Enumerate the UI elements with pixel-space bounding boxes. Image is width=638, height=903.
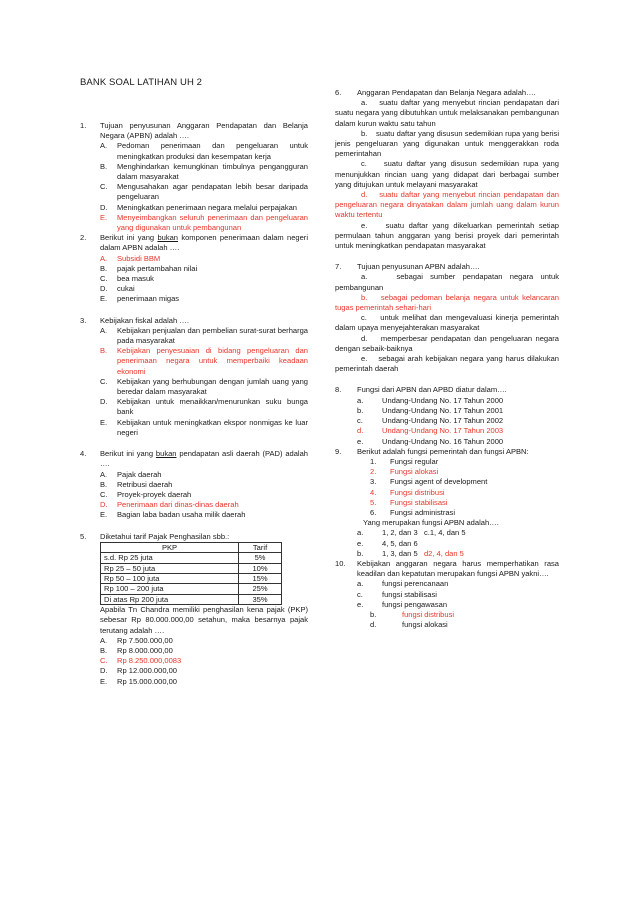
item-text: Fungsi distribusi — [390, 487, 445, 497]
item-number: 3. — [370, 477, 377, 487]
table-cell: 5% — [239, 553, 282, 563]
option — [80, 274, 308, 284]
option-letter: b. — [357, 405, 364, 415]
question-7 — [335, 262, 559, 272]
option-letter: E. — [100, 417, 108, 427]
option-letter: c. — [361, 313, 367, 323]
option-text: Kebijakan untuk meningkatkan ekspor nonmigas ke luar negeri — [117, 417, 308, 437]
option — [80, 470, 308, 480]
question-text-pre: Berikut ini yang — [100, 449, 156, 459]
option-letter: C. — [100, 274, 108, 284]
table-cell: 35% — [239, 594, 282, 604]
list-item — [335, 498, 559, 508]
table-cell: 15% — [239, 573, 282, 583]
table-cell: Di atas Rp 200 juta — [101, 594, 239, 604]
option-text: Proyek-proyek daerah — [117, 489, 192, 499]
option-letter: D. — [100, 500, 108, 510]
option-text: Undang-Undang No. 17 Tahun 2000 — [382, 395, 504, 405]
question-ask: Yang merupakan fungsi APBN adalah…. — [363, 518, 499, 528]
option — [335, 396, 559, 406]
option — [335, 406, 559, 416]
option-text: sebagai arah kebijakan negara yang harus dilakukan pemerintah daerah — [335, 354, 559, 374]
option-letter: c. — [357, 416, 363, 426]
item-number: 1. — [370, 456, 377, 466]
question-3 — [80, 316, 308, 326]
option-text: suatu daftar yang disusun sedemikian rupa yang berisi jenis pengeluaran yang digunakan untuk menggerakkan roda pemerintahan — [335, 128, 559, 159]
option-text: untuk melihat dan mengevaluasi kinerja pemerintah dalam upaya menyejahterakan masyarakat — [335, 313, 560, 333]
option-letter: d. — [361, 333, 368, 343]
table-cell: s.d. Rp 25 juta — [101, 553, 239, 563]
option-letter: e. — [357, 538, 364, 548]
option-text: Rp 8.000.000,00 — [117, 645, 173, 655]
page-title: BANK SOAL LATIHAN UH 2 — [80, 77, 203, 88]
option-letter: e. — [357, 599, 364, 609]
option-letter: b. — [357, 548, 364, 558]
option-letter: e. — [361, 220, 368, 230]
question-number: 9. — [335, 446, 342, 456]
option-text: Undang-Undang No. 17 Tahun 2001 — [382, 405, 504, 415]
option-letter: A. — [100, 469, 108, 479]
option — [80, 264, 308, 274]
question-text — [100, 449, 308, 469]
option — [80, 480, 308, 490]
option-text: penerimaan migas — [117, 294, 180, 304]
question-number: 8. — [335, 385, 342, 395]
question-10 — [335, 559, 559, 579]
option-text — [382, 549, 559, 559]
option — [80, 490, 308, 500]
option-letter: C. — [100, 376, 108, 386]
item-text: Fungsi agent of development — [390, 477, 488, 487]
option-letter: D. — [100, 202, 108, 212]
option — [335, 579, 559, 589]
option-letter: B. — [100, 346, 108, 356]
option-letter: A. — [100, 635, 108, 645]
question-text — [100, 233, 308, 253]
option-letter: c. — [361, 159, 367, 169]
option-letter: E. — [100, 510, 108, 520]
option — [335, 549, 559, 559]
table-row — [101, 594, 282, 604]
option-text: Subsidi BBM — [117, 253, 161, 263]
tax-rate-table — [100, 542, 282, 605]
table-row — [101, 563, 282, 573]
option-text: fungsi perencanaan — [382, 579, 449, 589]
question-text: Kebijakan fiskal adalah …. — [100, 315, 189, 325]
option-text: Rp 12.000.000,00 — [117, 666, 178, 676]
item-number: 5. — [370, 497, 377, 507]
option — [80, 294, 308, 304]
question-number: 2. — [80, 233, 87, 243]
question-2 — [80, 233, 308, 253]
question-text: Kebijakan anggaran negara harus memperhatikan rasa keadilan dan kepatutan merupakan fungsi APBN yakni…. — [357, 558, 559, 579]
option-letter: D. — [100, 666, 108, 676]
option-letter: A. — [100, 141, 108, 151]
option-text: Kebijakan penjualan dan pembelian surat-surat berharga pada masyarakat — [117, 325, 308, 346]
table-row — [101, 584, 282, 594]
list-item — [335, 467, 559, 477]
option-text: bea masuk — [117, 274, 154, 284]
question-number: 3. — [80, 315, 87, 325]
option-text: fungsi alokasi — [402, 620, 448, 630]
option-letter: E. — [100, 212, 108, 222]
option-text: Retribusi daerah — [117, 479, 173, 489]
right-column — [335, 88, 559, 630]
option-text: Rp 7.500.000,00 — [117, 635, 173, 645]
option-letter: B. — [100, 161, 108, 171]
question-text-post: komponen penerimaan dalam negeri dalam APBN adalah …. — [100, 233, 308, 253]
option-text: memperbesar pendapatan dan pengeluaran negara dengan sebaik-baiknya — [335, 333, 559, 353]
option-text: fungsi distribusi — [402, 609, 455, 619]
question-5 — [80, 532, 308, 542]
option-letter: a. — [357, 528, 364, 538]
option-letter: C. — [100, 182, 108, 192]
option-text: cukai — [117, 284, 135, 294]
option-text: fungsi pengawasan — [382, 599, 448, 609]
question-text-pre: Berikut ini yang — [100, 233, 158, 243]
question-6 — [335, 88, 559, 98]
option — [80, 203, 308, 213]
option-letter: a. — [361, 272, 368, 282]
question-text: Berikut adalah fungsi pemerintah dan fungsi APBN: — [357, 446, 529, 456]
option-text: Kebijakan penyesuaian di bidang pengeluaran dan penerimaan negara untuk memperbaiki keadaan ekonomi — [117, 346, 308, 376]
option-text: Undang-Undang No. 17 Tahun 2003 — [382, 426, 504, 436]
option — [335, 539, 559, 549]
option-letter: e. — [361, 354, 368, 364]
option-text: Rp 8.250.000,0083 — [117, 656, 182, 666]
answer-option — [335, 610, 559, 620]
question-9 — [335, 447, 559, 457]
option — [80, 284, 308, 294]
item-number: 2. — [370, 467, 377, 477]
option — [80, 162, 308, 182]
answer-option — [80, 254, 308, 264]
option — [80, 646, 308, 656]
option-letter: C. — [100, 489, 108, 499]
table-row — [101, 553, 282, 563]
answer-option — [335, 426, 559, 436]
option — [80, 141, 308, 161]
question-8 — [335, 385, 559, 395]
option-text: Undang-Undang No. 17 Tahun 2002 — [382, 416, 504, 426]
option-letter: b. — [370, 609, 377, 619]
option-letter: b. — [361, 292, 368, 302]
question-number: 1. — [80, 121, 87, 130]
option-text: Kebijakan untuk menaikkan/menurunkan suku bunga bank — [117, 397, 308, 417]
question-4 — [80, 449, 308, 469]
table-cell: Rp 25 – 50 juta — [101, 563, 239, 573]
option-text: sebagai sumber pendapatan negara untuk pembangunan — [335, 272, 560, 292]
option-text: pajak pertambahan nilai — [117, 263, 198, 273]
option-letter: a. — [357, 395, 364, 405]
option — [335, 416, 559, 426]
underlined-word: bukan — [155, 449, 177, 459]
option-text: Penerimaan dari dinas-dinas daerah — [117, 500, 239, 510]
question-number: 6. — [335, 88, 342, 97]
question-number: 5. — [80, 531, 87, 541]
table-cell: Rp 100 – 200 juta — [101, 584, 239, 594]
option — [80, 326, 308, 346]
option — [80, 677, 308, 687]
option-text: sebagai pedoman belanja negara untuk kelancaran tugas pemerintah sehari-hari — [335, 292, 559, 313]
option — [335, 600, 559, 610]
option — [335, 313, 559, 333]
list-item — [335, 477, 559, 487]
option-letter: d. — [357, 426, 364, 436]
item-number: 4. — [370, 487, 377, 497]
option-letter: B. — [100, 479, 108, 489]
answer-option — [80, 213, 308, 233]
option — [335, 221, 559, 252]
option-text: 4, 5, dan 6 — [382, 538, 418, 548]
option — [335, 159, 559, 190]
option-letter: a. — [357, 579, 364, 589]
question-text: Fungsi dari APBN dan APBD diatur dalam…. — [357, 385, 507, 395]
left-column — [80, 121, 308, 687]
answer-option — [335, 190, 559, 221]
option — [335, 528, 559, 538]
option-text: Undang-Undang No. 16 Tahun 2000 — [382, 436, 504, 446]
option-letter: A. — [100, 253, 108, 263]
option-text: suatu daftar yang menyebut rincian pendapatan dan pengeluaran negara dinyatakan dalam jumlah uang dalam kurun waktu tertentu — [335, 190, 560, 220]
list-item — [335, 457, 559, 467]
option — [335, 590, 559, 600]
item-number: 6. — [370, 507, 377, 517]
option-letter: d. — [370, 620, 377, 630]
answer-option — [80, 346, 308, 377]
option-text: Pajak daerah — [117, 469, 162, 479]
table-header: Tarif — [239, 542, 282, 552]
answer-option — [80, 656, 308, 666]
option-letter: D. — [100, 284, 108, 294]
option-letter: E. — [100, 294, 108, 304]
item-text: Fungsi administrasi — [390, 507, 456, 517]
option-text: Menyeimbangkan seluruh penerimaan dan pengeluaran yang digunakan untuk pembangunan — [117, 212, 308, 233]
option — [80, 636, 308, 646]
table-header: PKP — [101, 542, 239, 552]
option — [80, 397, 308, 417]
item-text: Fungsi regular — [390, 456, 439, 466]
option-letter: B. — [100, 263, 108, 273]
option-text: Rp 15.000.000,00 — [117, 676, 178, 686]
option-letter: C. — [100, 656, 108, 666]
option-text: suatu daftar yang menyebut rincian pendapatan dari suatu negara yang dibutuhkan untuk melaksanakan pembangunan dalam kurun waktu satu tahun — [335, 98, 559, 128]
option — [335, 620, 559, 630]
option — [80, 377, 308, 397]
option — [335, 437, 559, 447]
question-text: Diketahui tarif Pajak Penghasilan sbb.: — [100, 531, 230, 541]
question-1 — [80, 121, 308, 141]
question-text: Tujuan penyusunan APBN adalah…. — [357, 262, 480, 272]
question-text: Tujuan penyusunan Anggaran Pendapatan dan Belanja Negara (APBN) adalah …. — [100, 121, 308, 141]
option — [335, 354, 559, 374]
question-continuation: Apabila Tn Chandra memiliki penghasilan kena pajak (PKP) sebesar Rp 80.000.000,00 setahun, maka besarnya pajak terutang adalah …. — [100, 605, 308, 635]
option-text: suatu daftar yang disusun sedemikian rupa yang menunjukkan rincian uang yang didapat dari berbagai sumber yang ditujukan untuk melayani masyarakat — [335, 159, 559, 189]
option — [335, 98, 559, 129]
table-cell: 10% — [239, 563, 282, 573]
option-letter: c. — [357, 589, 363, 599]
option-text: fungsi stabilisasi — [382, 589, 437, 599]
question-text: Anggaran Pendapatan dan Belanja Negara adalah…. — [357, 88, 536, 97]
option-letter: E. — [100, 676, 108, 686]
item-text: Fungsi alokasi — [390, 467, 439, 477]
option-a-text: 1, 2, dan 3 — [382, 528, 418, 538]
option — [80, 182, 308, 202]
option-text: Kebijakan yang berhubungan dengan jumlah uang yang beredar dalam masyarakat — [117, 376, 308, 397]
option — [335, 334, 559, 354]
option-letter: B. — [100, 645, 108, 655]
option-text: Menghindarkan kemungkinan timbulnya pengangguran dalam masyarakat — [117, 161, 308, 182]
option — [80, 510, 308, 520]
item-text: Fungsi stabilisasi — [390, 497, 448, 507]
table-cell: Rp 50 – 100 juta — [101, 573, 239, 583]
question-number: 7. — [335, 262, 342, 272]
answer-option — [80, 500, 308, 510]
table-row — [101, 573, 282, 583]
option-letter: d. — [361, 190, 368, 200]
option-letter: D. — [100, 397, 108, 407]
option — [80, 418, 308, 438]
answer-option-d: d2, 4, dan 5 — [423, 548, 464, 558]
option-text: Mengusahakan agar pendapatan lebih besar daripada pengeluaran — [117, 182, 308, 202]
list-item — [335, 488, 559, 498]
option-text: Bagian laba badan usaha milik daerah — [117, 510, 246, 520]
table-cell: 25% — [239, 584, 282, 594]
question-text-post: pendapatan asli daerah (PAD) adalah …. — [100, 449, 309, 469]
list-item — [335, 508, 559, 518]
option-text: Pedoman penerimaan dan pengeluaran untuk meningkatkan produksi dan kesempatan kerja — [117, 141, 308, 161]
option-letter: A. — [100, 325, 108, 335]
option-letter: e. — [357, 436, 364, 446]
question-number: 10. — [335, 558, 346, 568]
option-letter: a. — [361, 98, 368, 108]
option-c-text: 1, 4, dan 5 — [429, 528, 466, 538]
question-number: 4. — [80, 449, 87, 459]
option-text: suatu daftar yang dikeluarkan pemerintah setiap permulaan tahun anggaran yang berisi proyek dari pemerintah untuk meningkatkan pendapatan masyarakat — [335, 220, 559, 251]
answer-option — [335, 293, 559, 313]
option — [335, 129, 559, 160]
underlined-word: bukan — [157, 233, 178, 243]
option-b-text: 1, 3, dan 5 — [382, 548, 418, 558]
option-letter: b. — [361, 128, 368, 138]
option-text — [382, 528, 559, 538]
option — [80, 666, 308, 676]
option — [335, 272, 559, 292]
option-text: Meningkatkan penerimaan negara melalui perpajakan — [117, 202, 297, 212]
option-c-letter: c. — [423, 528, 430, 538]
table-header-row — [101, 542, 282, 552]
